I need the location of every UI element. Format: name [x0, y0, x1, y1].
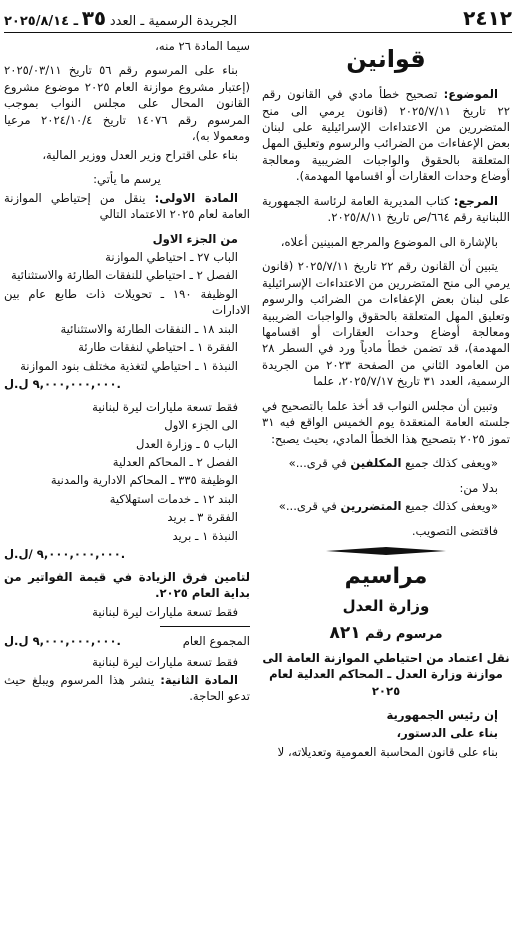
- budget-line: البند ١٨ ـ النفقات الطارئة والاستثنائية: [60, 321, 238, 336]
- quote-suffix: في قرى...»: [288, 456, 351, 471]
- decree-title: نقل اعتماد من احتياطي الموازنة العامة الى موازنة وزارة العدل ـ المحاكم العدلية لعام ٢٠٢٥: [262, 650, 510, 698]
- correction-paragraph: وتبين أن مجلس النواب قد أخذ علما بالتصحيح في جلسته العامة المنعقدة يوم الخميس الواقع فيه ٣١ تموز ٢٠٢٥ بتصحيح هذا الخطأ المادي، بحيث يصبح:: [262, 398, 510, 446]
- issue-number: ٣٥: [81, 6, 107, 30]
- instead-label: بدلا من:: [459, 480, 498, 495]
- constitution-line: بناء على الدستور،: [396, 726, 498, 741]
- page-number: ٢٤١٢: [463, 6, 512, 30]
- total-row: [4, 633, 250, 649]
- total-rule: [160, 626, 250, 627]
- article-2-label: المادة الثانية:: [160, 672, 239, 687]
- left-continuation: سيما المادة ٢٦ منه،: [155, 39, 250, 53]
- intro-paragraph: بالإشارة الى الموضوع والمرجع المبينين أعلاه،: [280, 234, 498, 249]
- budget-line: الوظيفة ٣٣٥ ـ المحاكم الادارية والمدنية: [50, 473, 238, 488]
- amount-2: ٩,٠٠٠,٠٠٠,٠٠٠ /ل.ل.: [4, 547, 126, 562]
- quote-prefix: «ويعفى كذلك جميع: [401, 456, 498, 471]
- from-lines: [4, 249, 250, 374]
- reference-paragraph: [262, 193, 510, 226]
- wrong-quote: [262, 498, 510, 514]
- article-1: [4, 190, 250, 223]
- budget-line: الوظيفة ١٩٠ ـ تحويلات ذات طابع عام بين الادارات: [4, 286, 250, 318]
- purpose-line: لتامين فرق الزيادة في قيمة الفواتير من بداية العام ٢٠٢٥.: [4, 569, 250, 601]
- reference-text: كتاب المديرية العامة لرئاسة الجمهورية اللبنانية رقم ٦٦٤/ص تاريخ ٢٠٢٥/٨/١١.: [262, 193, 510, 225]
- quote-suffix: في قرى...»: [278, 499, 341, 514]
- budget-line: الفصل ٢ ـ المحاكم العدلية: [112, 454, 238, 469]
- budget-line: النبذة ١ ـ بريد: [172, 528, 238, 543]
- quote-key-word: المتضررين: [340, 499, 402, 514]
- budget-line: الباب ٥ ـ وزارة العدل: [135, 436, 238, 451]
- budget-line: البند ١٢ ـ خدمات استهلاكية: [109, 491, 238, 506]
- budget-line: الفصل ٢ ـ احتياطي للنفقات الطارئة والاستثنائية: [10, 268, 238, 283]
- section-heading-decrees: مراسيم: [344, 563, 428, 589]
- law-basis-line: بناء على قانون المحاسبة العمومية وتعديلاته، لا: [277, 744, 498, 759]
- left-column: [4, 38, 250, 930]
- decree-label: مرسوم رقم: [365, 627, 443, 643]
- ministry-heading: وزارة العدل: [342, 597, 430, 616]
- amount-1-words: فقط تسعة مليارات ليرة لبنانية: [92, 399, 238, 414]
- decree-basis-paragraph: بناء على المرسوم رقم ٥٦ تاريخ ٢٠٢٥/٠٣/١١ (إعتبار مشروع موازنة العام ٢٠٢٥ موضوع مشروع القانون المحال على مجلس النواب بموجب المرسوم رقم ١٤٠٧٦ تاريخ ٢٠٢٤/١٠/٤ مرعيا ومعمولا به)،: [4, 63, 250, 144]
- decree-formula: يرسم ما يأتي:: [93, 172, 161, 187]
- budget-line: الباب ٢٧ ـ احتياطي الموازنة: [105, 249, 238, 264]
- subject-label: الموضوع:: [443, 87, 499, 102]
- article-2-text: ينشر هذا المرسوم ويبلغ حيث تدعو الحاجة.: [4, 672, 250, 704]
- from-part-heading: من الجزء الاول: [152, 231, 238, 246]
- budget-line: الفقرة ١ ـ احتياطي لنفقات طارئة: [78, 340, 238, 355]
- article-1-text: ينقل من إحتياطي الموازنة العامة لعام ٢٠٢٥ الاعتماد التالي: [4, 190, 250, 222]
- total-amount: ٩,٠٠٠,٠٠٠,٠٠٠ ل.ل.: [4, 634, 121, 649]
- closing-line: فاقتضى التصويب.: [411, 523, 498, 538]
- quote-prefix: «ويعفى كذلك جميع: [401, 499, 498, 514]
- article-1-label: المادة الاولى:: [154, 190, 238, 205]
- quote-key-word: المكلفين: [350, 456, 402, 471]
- proposal-line: بناء على اقتراح وزير العدل ووزير المالية،: [42, 147, 238, 162]
- budget-line: الى الجزء الاول: [164, 418, 238, 433]
- reference-label: المرجع:: [453, 193, 498, 208]
- amount-2-words: فقط تسعة مليارات ليرة لبنانية: [92, 604, 238, 619]
- right-column: [262, 38, 510, 930]
- subject-text: تصحيح خطأ مادي في القانون رقم ٢٢ تاريخ ٢٠٢٥/٧/١١ (قانون يرمي الى منح المتضررين من الاعتداءات الإسرائيلية على لبنان بعض الإعفاءات من الضرائب والرسوم وتعليق المهل المتعلقة بالحقوق والواجبات الضريبية ومعالجة أوضاع وحدات العقارات أو اقسامها المهدمة).: [262, 87, 510, 184]
- header-masthead: [4, 6, 237, 30]
- subject-paragraph: [262, 86, 510, 185]
- amount-1: ٩,٠٠٠,٠٠٠,٠٠٠ ل.ل.: [4, 377, 121, 392]
- article-2: [4, 672, 250, 705]
- total-words: فقط تسعة مليارات ليرة لبنانية: [92, 654, 238, 669]
- decree-number: ٨٢١: [329, 623, 361, 644]
- finding-paragraph: يتبين أن القانون رقم ٢٢ تاريخ ٢٠٢٥/٧/١١ (قانون يرمي الى منح المتضررين من الاعتداءات الإسرائيلية على لبنان بعض الإعفاءات من الضرائب والرسوم وتعليق المهل المتعلقة بالحقوق والواجبات الضريبية ومعالجة أوضاع وحدات العقارات أو اقسامها المهدمة)، قد تضمن خطأ مادياً ورد في السطر ٢٨ من العامود الثاني من الصفحة ٢٠٢٣ من الجريدة الرسمية، العدد ٣١ تاريخ ٢٠٢٥/٧/١٧، علما: [262, 259, 510, 389]
- budget-line: النبذة ١ ـ احتياطي لتغذية مختلف بنود الموازنة: [20, 358, 238, 373]
- publication-name: الجريدة الرسمية ـ العدد: [109, 14, 237, 29]
- issue-date: ـ ٢٠٢٥/٨/١٤: [4, 14, 79, 29]
- page-header: [4, 4, 512, 33]
- section-heading-laws: قوانين: [346, 45, 426, 73]
- budget-line: الفقرة ٣ ـ بريد: [167, 510, 238, 525]
- decree-number-line: [262, 621, 510, 645]
- section-divider: [326, 547, 446, 555]
- to-lines: [4, 417, 250, 544]
- president-line: إن رئيس الجمهورية: [386, 707, 498, 722]
- total-label: المجموع العام: [182, 634, 250, 649]
- correct-quote: [262, 455, 510, 471]
